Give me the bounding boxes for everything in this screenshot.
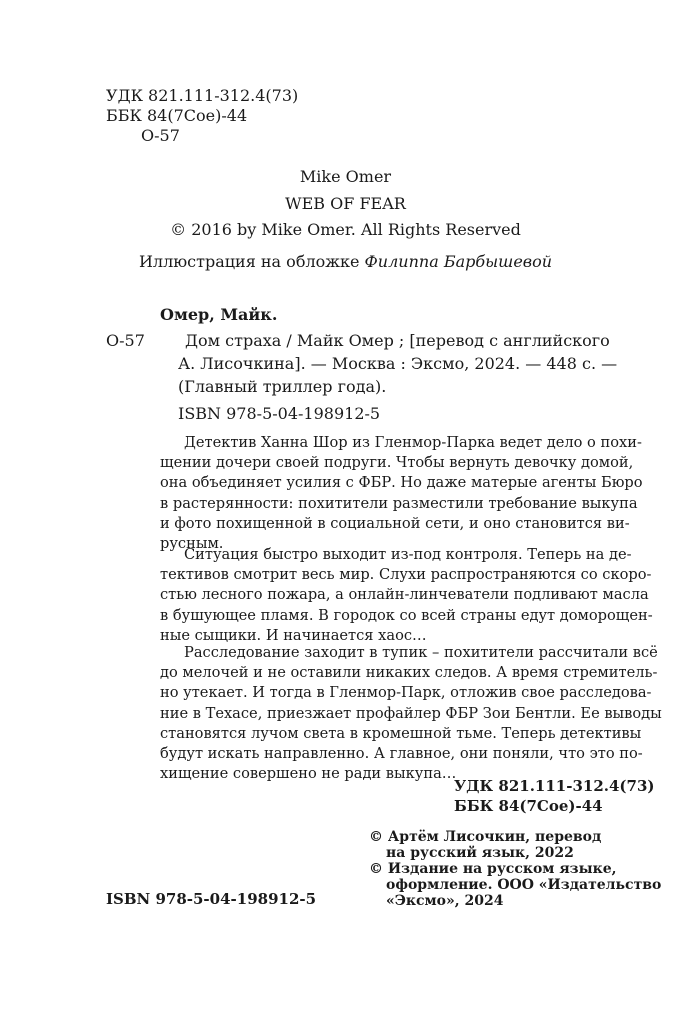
- copyright-line: © Издание на русском языке,: [369, 861, 617, 877]
- bbk-code: ББК 84(7Сое)-44: [106, 106, 248, 125]
- illustration-prefix: Иллюстрация на обложке: [138, 252, 365, 271]
- copyright-line: на русский язык, 2022: [386, 845, 574, 861]
- annotation-line: Расследование заходит в тупик – похитители рассчитали всё: [184, 644, 658, 661]
- copyright-translation: [369, 829, 601, 861]
- copyright-line: © Артём Лисочкин, перевод: [369, 829, 602, 845]
- copyright-line: «Эксмо», 2024: [386, 893, 504, 909]
- record-line: (Главный триллер года).: [178, 377, 387, 396]
- annotation-paragraph-2: [160, 545, 653, 646]
- annotation-line: в растерянности: похитители разместили требование выкупа: [160, 494, 638, 512]
- annotation-line: стью лесного пожара, а онлайн-линчеватели подливают масла: [160, 586, 649, 604]
- illustration-credit: [0, 252, 691, 271]
- annotation-line: щении дочери своей подруги. Чтобы вернуть девочку домой,: [160, 454, 634, 472]
- record-description: [178, 329, 617, 398]
- annotation-line: она объединяет усилия с ФБР. Но даже матерые агенты Бюро: [160, 474, 643, 492]
- annotation-paragraph-1: [160, 433, 643, 554]
- udk-code: УДК 821.111-312.4(73): [106, 86, 299, 105]
- original-author: Mike Omer: [299, 167, 392, 186]
- annotation-line: русным.: [160, 535, 224, 553]
- copyright-line: оформление. ООО «Издательство: [386, 877, 662, 893]
- record-isbn: ISBN 978-5-04-198912-5: [178, 404, 381, 423]
- annotation-paragraph-3: [160, 643, 662, 784]
- original-copyright: © 2016 by Mike Omer. All Rights Reserved: [170, 220, 521, 239]
- annotation-line: становятся лучом света в кромешной тьме. Теперь детективы: [160, 724, 642, 742]
- annotation-line: но утекает. И тогда в Гленмор-Парк, отложив свое расследова-: [160, 684, 652, 702]
- record-mark: О-57: [106, 331, 145, 350]
- annotation-line: ние в Техасе, приезжает профайлер ФБР Зои Бентли. Ее выводы: [160, 704, 662, 722]
- annotation-line: хищение совершено не ради выкупа…: [160, 765, 457, 783]
- record-line: А. Лисочкина]. — Москва : Эксмо, 2024. — 448 с. —: [178, 354, 618, 373]
- illustration-artist: Филиппа Барбышевой: [364, 252, 553, 271]
- author-mark: О-57: [141, 126, 180, 145]
- annotation-line: до мелочей и не оставили никаких следов. А время стремитель-: [160, 664, 658, 682]
- copyright-edition: [369, 861, 661, 909]
- record-line: Дом страха / Майк Омер ; [перевод с английского: [185, 331, 610, 350]
- annotation-line: тективов смотрит весь мир. Слухи распространяются со скоро-: [160, 566, 652, 584]
- footer-bbk-code: ББК 84(7Сое)-44: [454, 797, 603, 815]
- annotation-line: ные сыщики. И начинается хаос…: [160, 626, 427, 644]
- annotation-line: в бушующее пламя. В городок со всей страны едут доморощен-: [160, 606, 653, 624]
- annotation-line: будут искать направленно. А главное, они поняли, что это по-: [160, 745, 643, 763]
- footer-udk-code: УДК 821.111-312.4(73): [454, 777, 655, 795]
- footer-isbn: ISBN 978-5-04-198912-5: [106, 890, 317, 908]
- original-title: WEB OF FEAR: [285, 194, 406, 213]
- annotation-line: Детектив Ханна Шор из Гленмор-Парка ведет дело о похи-: [184, 434, 642, 451]
- annotation-line: Ситуация быстро выходит из-под контроля. Теперь на де-: [184, 546, 632, 563]
- record-heading: Омер, Майк.: [160, 305, 278, 324]
- annotation-line: и фото похищенной в социальной сети, и оно становится ви-: [160, 514, 630, 532]
